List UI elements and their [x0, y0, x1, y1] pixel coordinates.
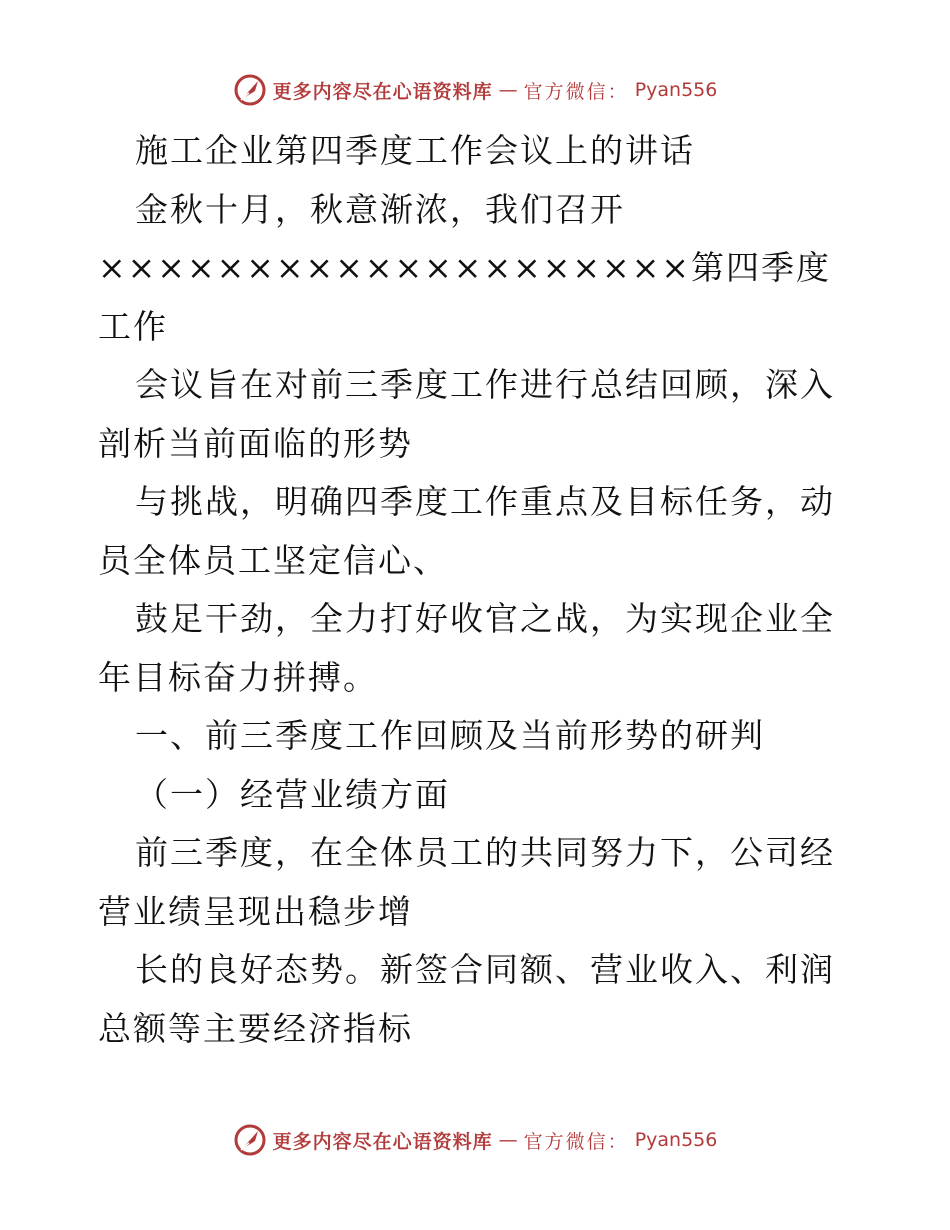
paragraph: 鼓足干劲，全力打好收官之战，为实现企业全年目标奋力拼搏。	[98, 599, 835, 697]
banner-site-text: 更多内容尽在心语资料库	[272, 1130, 493, 1153]
section-heading: 一、前三季度工作回顾及当前形势的研判	[135, 716, 765, 755]
paragraph: ××××××××××××××××××××第四季度工作	[98, 248, 832, 346]
header-watermark-banner	[0, 70, 950, 110]
banner-wechat-id: Pyan556	[634, 79, 718, 101]
feather-pen-logo-icon	[233, 73, 267, 107]
banner-wechat-id: Pyan556	[634, 1129, 718, 1151]
document-title: 施工企业第四季度工作会议上的讲话	[135, 131, 695, 170]
banner-wechat-label: 官方微信：	[523, 1130, 629, 1153]
feather-pen-logo-icon	[233, 1123, 267, 1157]
paragraph: 与挑战，明确四季度工作重点及目标任务，动员全体员工坚定信心、	[98, 482, 835, 580]
paragraph: 长的良好态势。新签合同额、营业收入、利润总额等主要经济指标	[98, 950, 835, 1048]
banner-separator: —	[498, 1129, 518, 1151]
paragraph: 会议旨在对前三季度工作进行总结回顾，深入剖析当前面临的形势	[98, 365, 835, 463]
footer-watermark-banner	[0, 1120, 950, 1160]
document-body	[98, 122, 853, 1058]
subsection-heading: （一）经营业绩方面	[135, 774, 450, 814]
paragraph: 前三季度，在全体员工的共同努力下，公司经营业绩呈现出稳步增	[98, 833, 835, 931]
paragraph: 金秋十月，秋意渐浓，我们召开	[135, 189, 625, 229]
banner-wechat-label: 官方微信：	[523, 80, 629, 103]
banner-separator: —	[498, 79, 518, 101]
banner-site-text: 更多内容尽在心语资料库	[272, 80, 493, 103]
